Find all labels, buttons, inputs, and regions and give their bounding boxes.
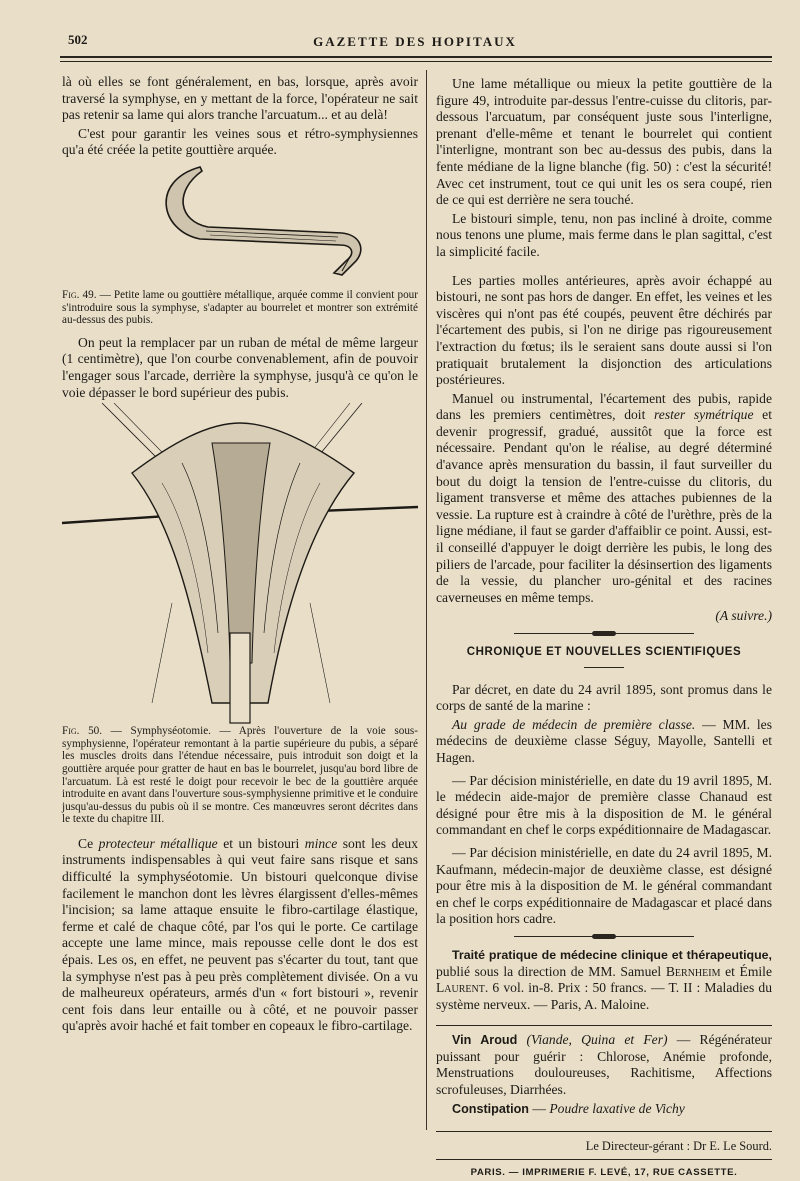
- book-title: Traité pratique de médecine clinique et thérapeutique,: [452, 947, 772, 962]
- right-p4-part-a: Manuel ou instrumental, l'écartement des pubis, rapide dans les premiers centimètres, doit: [436, 390, 772, 423]
- page-header: [60, 32, 770, 54]
- book-notice: [436, 947, 772, 1013]
- left-paragraph-1: là où elles se font généralement, en bas, lorsque, après avoir traversé la symphyse, en y mettant de la force, l'opérateur ne sait pas retenir sa lame qui alors tranche l'arcuatum... et au delà!: [62, 74, 418, 123]
- right-column: [436, 76, 772, 1181]
- figure-50-caption-text: — Symphyséotomie. — Après l'ouverture de la voie sous-symphysienne, l'opérateur remontant à la partie supérieure du pubis, a séparé les muscles droits dans l'étendue nécessaire, puis introduit son doigt et la gouttière arquée pour gratter de haut en bas le bourrelet, jusqu'au bord libre de l'arcuatum. Là est resté le doigt pour recevoir le bec de la gouttière arquée introduite en avant dans l'ouverture sous-symphysienne primitive et le conduire jusqu'au-dessus du pubis où il se montre. Ces manœuvres seront décrites dans le texte du chapitre III.: [62, 725, 418, 826]
- chronicle-p2-text: — MM. les médecins de deuxième classe Séguy, Mayolle, Santelli et Hagen.: [436, 716, 772, 765]
- ad-2-dash: —: [528, 1100, 550, 1116]
- figure-49-label: Fig. 49.: [62, 288, 97, 301]
- figure-49-gutter-illustration: [90, 161, 390, 289]
- right-paragraph-2: Le bistouri simple, tenu, non pas incliné à droite, comme nous tenons une plume, mais ferme dans le plan sagittal, c'est la simplicité facile.: [436, 210, 772, 259]
- page-number: 502: [68, 32, 88, 47]
- chronicle-paragraph-3: — Par décision ministérielle, en date du 19 avril 1895, M. le médecin aide-major de première classe Chanaud est désigné pour être mis à la disposition de M. le général commandant en chef le corps expéditionnaire de Madagascar.: [436, 772, 772, 838]
- book-text-c: . 6 vol. in-8. Prix : 50 francs. — T. II : Maladies du système nerveux. — Paris, A. Maloine.: [436, 980, 772, 1012]
- ad-2-italic: Poudre laxative de Vichy: [549, 1100, 685, 1116]
- book-author-1: Bernheim: [665, 963, 721, 979]
- left-paragraph-3: On peut la remplacer par un ruban de métal de même largeur (1 centimètre), que l'on courbe convenablement, afin de pouvoir l'engager sous l'arcade, derrière la symphyse, jusqu'à ce qu'on le voie dépasser le bord supérieur des pubis.: [62, 334, 418, 400]
- ads-top-rule: [436, 1025, 772, 1026]
- header-rule-thick: [60, 56, 772, 58]
- figure-50-symphyseotomy-illustration: [62, 403, 418, 725]
- right-paragraph-3: Les parties molles antérieures, après avoir échappé au bistouri, ne sont pas hors de danger. En effet, les veines et les viscères qui n'ont pas été coupés, peuvent être déchirés par l'écartement des pubis, si l'on ne dirige pas rigoureusement l'extraction du fœtus; ils le seraient sans doute aussi si l'on pratiquait brutalement la disjonction des articulations postérieures.: [436, 272, 772, 388]
- ad-1-italic: (Viande, Quina et Fer): [517, 1032, 668, 1048]
- book-author-2: Laurent: [436, 980, 485, 996]
- director-signature: Le Directeur-gérant : Dr E. Le Sourd.: [585, 1139, 772, 1154]
- right-p4-part-b: et devenir progressif, gradué, aussitôt que la force est nécessaire. Pendant qu'on le réalise, au degré déterminé d'avance après mensuration du bassin, il faut surveiller du bout du doigt la tension de l'entre-cuisse du clitoris, du ligament transverse et même des attaches pubiennes de la vessie. La rupture est à craindre à côté de l'urèthre, près de la ligne médiane, il faut se garder d'affaiblir ce point. Aussi, est-il conseillé d'appuyer le doigt derrière les pubis, le long des piliers de l'arcade, pour faciliter la désinsertion des ligaments de la vessie, du plancher uro-génital et des racines caverneuses en même temps.: [436, 407, 772, 605]
- advertisement-vin-aroud: [436, 1032, 772, 1098]
- ad-2-name: Constipation: [452, 1101, 529, 1116]
- figure-50-label: Fig. 50.: [62, 725, 103, 738]
- right-paragraph-1: Une lame métallique ou mieux la petite gouttière de la figure 49, introduite par-dessus l'entre-cuisse du clitoris, par-dessous l'arcuatum, par conséquent juste sous l'interligne, prenant d'elle-même et tenant le bourrelet qui contient l'interligne, montrant son bec au-dessus des pubis, dans la fente médiane de la ligne blanche (fig. 50) : c'est la sécurité! Avec cet instrument, tout ce qui unit les os sera coupé, rien de ce qui est derrière ne sera touché.: [436, 76, 772, 208]
- right-paragraph-4: [436, 391, 772, 607]
- chronicle-section-title: CHRONIQUE ET NOUVELLES SCIENTIFIQUES: [466, 646, 742, 658]
- right-p4-italic: rester symétrique: [654, 407, 754, 423]
- header-rule-thin: [60, 61, 772, 62]
- left-p4-part-a: Ce: [78, 835, 99, 851]
- advertisement-constipation: [436, 1101, 772, 1118]
- book-text-a: publié sous la direction de MM. Samuel: [436, 963, 666, 979]
- ornamental-rule-1: [514, 633, 694, 634]
- ads-bottom-rule: [436, 1131, 772, 1132]
- short-rule: [584, 667, 624, 668]
- chronicle-paragraph-4: — Par décision ministérielle, en date du 24 avril 1895, M. Kaufmann, médecin-major de deuxième classe, est désigné pour être mis à la disposition de M. le général commandant en chef le corps expéditionnaire de Madagascar et placé dans la position hors cadre.: [436, 844, 772, 927]
- figure-49-caption: [62, 289, 418, 327]
- ad-1-name: Vin Aroud: [452, 1033, 518, 1048]
- ad-1-text: — Régénérateur puissant pour guérir : Chlorose, Anémie profonde, Menstruations douloureuses, Rachitisme, Affections scrofuleuses, Diarrhées.: [436, 1032, 772, 1098]
- left-paragraph-2: C'est pour garantir les veines sous et rétro-symphysiennes qu'a été créée la petite gouttière arquée.: [62, 125, 418, 158]
- imprint-rule: [436, 1159, 772, 1160]
- to-be-continued: (A suivre.): [715, 608, 772, 624]
- left-p4-part-b: et un bistouri: [217, 835, 305, 851]
- figure-50-caption: [62, 725, 418, 826]
- left-p4-italic-2: mince: [304, 835, 338, 851]
- left-column: [62, 74, 418, 1037]
- chronicle-paragraph-1: Par décret, en date du 24 avril 1895, sont promus dans le corps de santé de la marine :: [436, 681, 772, 714]
- left-p4-part-c: sont les deux instruments indispensables à qui veut faire sans risque et sans difficulté la symphyséotomie. Un bistouri quelconque divise facilement le manchon dont les lèvres élargissent d'elles-mêmes l'incision; sa lame attaque ensuite le fibro-cartilage élastique, ferme et calé de chaque côté, par l'os qui le porte. Ce cartilage accepte une lame mince, mais repousse celle dont le dos est épais. Les os, en effet, ne peuvent pas s'écarter du tout, tant que la symphyse n'est pas à peu près complètement divisée. On a vu de malheureux opérateurs, armés d'un « fort bistouri », revenir cent fois dans leur entaille ou à côté, et ne pouvoir passer qu'après avoir haché et fait tomber en copeaux le fibro-cartilage.: [62, 835, 419, 1034]
- chronicle-paragraph-2: [436, 717, 772, 767]
- running-title: GAZETTE DES HOPITAUX: [313, 34, 517, 49]
- left-p4-italic-1: protecteur métallique: [98, 835, 218, 851]
- printer-imprint: PARIS. — IMPRIMERIE F. LEVÉ, 17, RUE CASSETTE.: [470, 1166, 738, 1178]
- ornamental-rule-2: [514, 936, 694, 937]
- figure-49-caption-text: — Petite lame ou gouttière métallique, arquée comme il convient pour s'introduire sous la symphyse, s'adapter au bourrelet et montrer son extrémité au-dessus des pubis.: [62, 288, 418, 327]
- chronicle-p2-italic: Au grade de médecin de première classe.: [452, 716, 696, 732]
- book-text-b: et Émile: [720, 963, 772, 979]
- left-paragraph-4: [62, 836, 418, 1035]
- column-divider: [426, 70, 427, 1130]
